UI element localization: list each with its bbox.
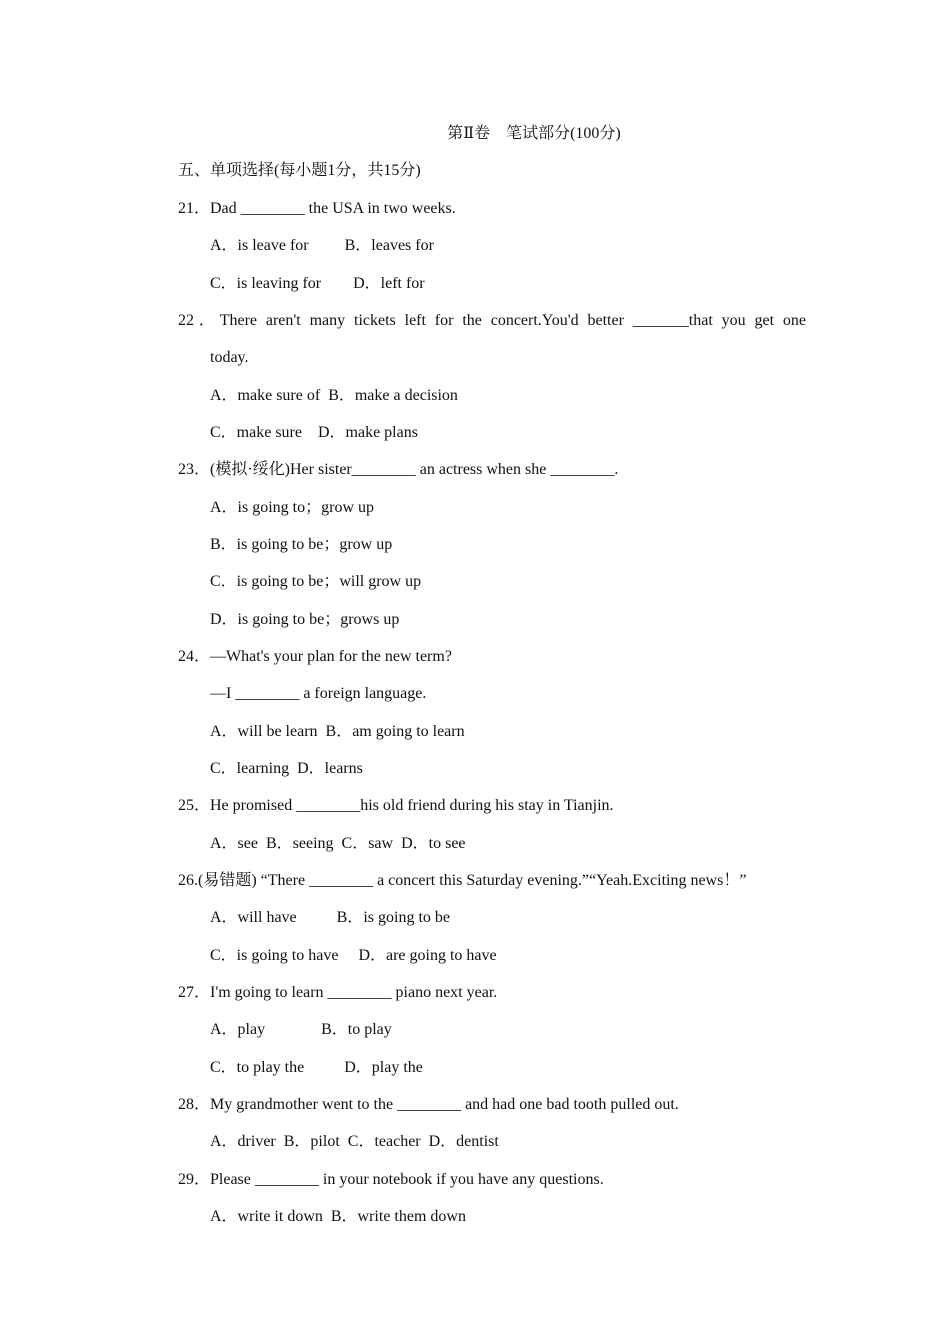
question-24-reply: —I ________ a foreign language. bbox=[210, 685, 427, 702]
question-24-options-ab: A．will be learn B．am going to learn bbox=[210, 723, 465, 740]
question-25-options: A．see B．seeing C．saw D．to see bbox=[210, 835, 466, 852]
question-22-continuation: today. bbox=[210, 349, 249, 366]
question-28-options: A．driver B．pilot C．teacher D．dentist bbox=[210, 1133, 499, 1150]
question-23-option-d: D．is going to be；grows up bbox=[210, 611, 400, 628]
question-22-options-cd: C．make sure D．make plans bbox=[210, 424, 418, 441]
question-21: 21．Dad ________ the USA in two weeks. bbox=[178, 200, 456, 217]
section-heading: 五、单项选择(每小题1分，共15分) bbox=[178, 162, 421, 179]
question-23-option-c: C．is going to be；will grow up bbox=[210, 573, 422, 590]
question-29-options-ab: A．write it down B．write them down bbox=[210, 1208, 466, 1225]
question-26-options-cd: C．is going to have D．are going to have bbox=[210, 947, 497, 964]
question-24-options-cd: C．learning D．learns bbox=[210, 760, 363, 777]
question-27-options-ab: A．play B．to play bbox=[210, 1021, 392, 1038]
question-25: 25．He promised ________his old friend during his stay in Tianjin. bbox=[178, 797, 614, 814]
question-22-options-ab: A．make sure of B．make a decision bbox=[210, 387, 458, 404]
question-22: 22．There aren't many tickets left for the concert.You'd better _______that you get one bbox=[178, 312, 806, 329]
question-26: 26.(易错题) “There ________ a concert this Saturday evening.”“Yeah.Exciting news！” bbox=[178, 872, 747, 889]
question-23-option-b: B．is going to be；grow up bbox=[210, 536, 393, 553]
page-title: 第Ⅱ卷 笔试部分(100分) bbox=[447, 125, 621, 142]
question-26-options-ab: A．will have B．is going to be bbox=[210, 909, 450, 926]
question-28: 28．My grandmother went to the ________ and had one bad tooth pulled out. bbox=[178, 1096, 679, 1113]
question-21-options-cd: C．is leaving for D．left for bbox=[210, 275, 425, 292]
question-29: 29．Please ________ in your notebook if you have any questions. bbox=[178, 1171, 604, 1188]
question-27: 27．I'm going to learn ________ piano next year. bbox=[178, 984, 498, 1001]
question-23: 23．(模拟·绥化)Her sister________ an actress when she ________. bbox=[178, 461, 619, 478]
question-23-option-a: A．is going to；grow up bbox=[210, 499, 375, 516]
question-21-options-ab: A．is leave for B．leaves for bbox=[210, 237, 434, 254]
question-24: 24．—What's your plan for the new term? bbox=[178, 648, 452, 665]
question-27-options-cd: C．to play the D．play the bbox=[210, 1059, 423, 1076]
